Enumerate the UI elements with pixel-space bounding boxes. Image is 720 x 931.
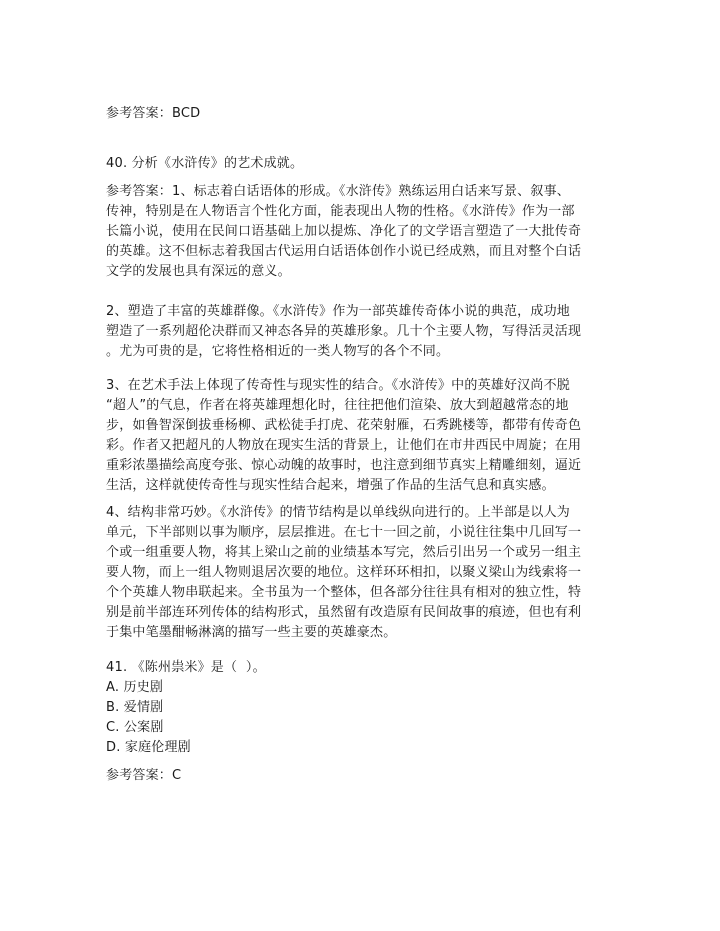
answer-40-p3-line: 彩。作者又把超凡的人物放在现实生活的背景上，让他们在市井西民中周旋；在用 [106, 438, 582, 453]
answer-40-p4-line: 别是前半部连环列传体的结构形式，虽然留有改造原有民间故事的痕迹，但也有利 [106, 605, 582, 620]
answer-40-p4-line: 单元，下半部则以事为顺序，层层推进。在七十一回之前，小说往往集中几回写一 [106, 525, 582, 540]
answer-40-p2-line: 塑造了一系列超伦决群而又神态各异的英雄形象。几十个主要人物，写得活灵活现 [106, 324, 582, 339]
answer-41: 参考答案：C [106, 768, 182, 783]
answer-40-p1-line: 参考答案：1、标志着白话语体的形成。《水浒传》熟练运用白话来写景、叙事、 [106, 184, 570, 199]
option-c: C. 公案剧 [106, 720, 164, 735]
answer-40-p2-line: 2、塑造了丰富的英雄群像。《水浒传》作为一部英雄传奇体小说的典范，成功地 [106, 304, 570, 319]
answer-40-p3-line: 3、在艺术手法上体现了传奇性与现实性的结合。《水浒传》中的英雄好汉尚不脱 [106, 378, 570, 393]
answer-40-p2-line: 。尤为可贵的是，它将性格相近的一类人物写的各个不同。 [106, 344, 450, 359]
answer-40-p4-line: 个个英雄人物串联起来。全书虽为一个整体，但各部分往往具有相对的独立性，特 [106, 585, 582, 600]
answer-40-p1-line: 文学的发展也具有深远的意义。 [106, 264, 291, 279]
answer-39: 参考答案：BCD [106, 106, 201, 121]
answer-40-p4-line: 4、结构非常巧妙。《水浒传》的情节结构是以单线纵向进行的。上半部是以人为 [106, 505, 570, 520]
answer-40-p4-line: 于集中笔墨酣畅淋漓的描写一些主要的英雄豪杰。 [106, 625, 397, 640]
answer-40-p3-line: 生活，这样就使传奇性与现实性结合起来，增强了作品的生活气息和真实感。 [106, 478, 555, 493]
question-41: 41. 《陈州祟米》是（ ）。 [106, 660, 266, 675]
answer-40-p4-line: 个或一组重要人物，将其上梁山之前的业绩基本写完，然后引出另一个或另一组主 [106, 545, 582, 560]
answer-40-p1-line: 的英雄。这不但标志着我国古代运用白话语体创作小说已经成熟，而且对整个白话 [106, 244, 582, 259]
answer-40-p1-line: 长篇小说，使用在民间口语基础上加以提炼、净化了的文学语言塑造了一大批传奇 [106, 224, 582, 239]
option-d: D. 家庭伦理剧 [106, 740, 191, 755]
option-b: B. 爱情剧 [106, 700, 164, 715]
answer-40-p4-line: 要人物，而上一组人物则退居次要的地位。这样环环相扣，以聚义梁山为线索将一 [106, 565, 582, 580]
answer-40-p3-line: “超人”的气息，作者在将英雄理想化时，往往把他们渲染、放大到超越常态的地 [106, 398, 569, 413]
option-a: A. 历史剧 [106, 680, 164, 695]
answer-40-p3-line: 重彩浓墨描绘高度夸张、惊心动魄的故事时，也注意到细节真实上精雕细刻，逼近 [106, 458, 582, 473]
question-40: 40. 分析《水浒传》的艺术成就。 [106, 156, 304, 171]
answer-40-p1-line: 传神，特别是在人物语言个性化方面，能表现出人物的性格。《水浒传》作为一部 [106, 204, 575, 219]
answer-40-p3-line: 步，如鲁智深倒拔垂杨柳、武松徒手打虎、花荣射雁，石秀跳楼等，都带有传奇色 [106, 418, 582, 433]
